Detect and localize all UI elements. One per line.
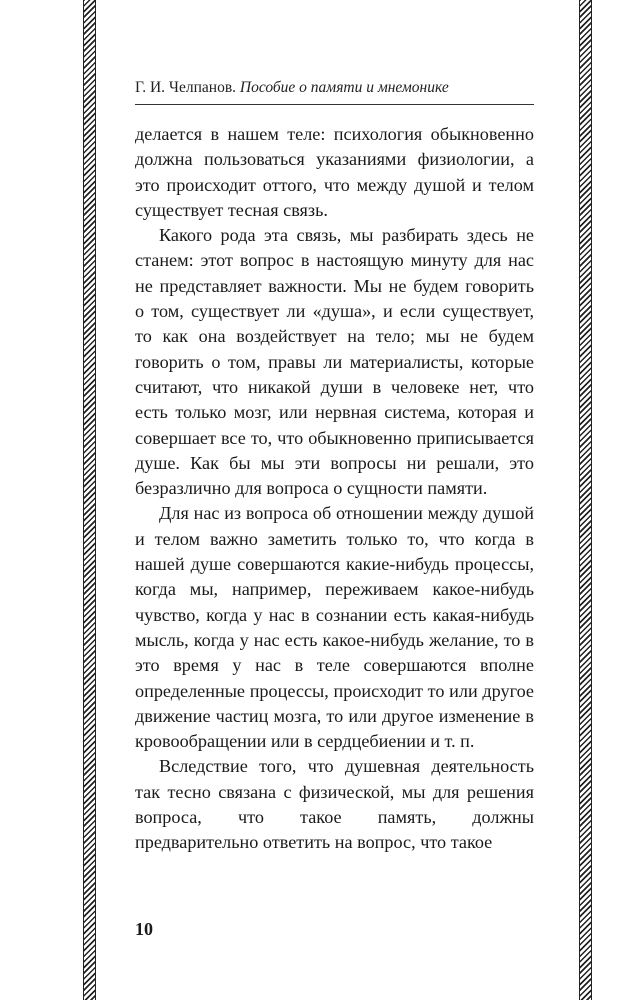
running-header (135, 78, 534, 98)
header-book-title: Пособие о памяти и мнемонике (239, 79, 449, 96)
header-author: Г. И. Челпанов. (135, 79, 237, 96)
body-text (135, 122, 534, 856)
paragraph-3: Для нас из вопроса об отношении между душой и телом важно заметить только то, что когда в нашей душе совершаются какие-нибудь процессы, когда мы, например, переживаем какое-нибудь чувство, когда у нас в сознании есть какая-нибудь мысль, когда у нас есть какое-нибудь желание, то в это время у нас в теле совершаются вполне определенные процессы, происходит то или другое движение частиц мозга, то или другое изменение в кровообращении или в сердцебиении и т. п. (135, 503, 534, 752)
paragraph-1: делается в нашем теле: психология обыкновенно должна пользоваться указаниями физиологии, а это происходит оттого, что между душой и телом существует тесная связь. (135, 124, 534, 220)
paragraph-4: Вследствие того, что душевная деятельность так тесно связана с физической, мы для решения вопроса, что такое память, должны предварительно ответить на вопрос, что такое (135, 756, 534, 853)
right-hatched-border (579, 0, 592, 1000)
left-hatched-border (83, 0, 96, 1000)
header-rule (135, 104, 534, 105)
page-number: 10 (135, 919, 153, 939)
paragraph-2: Какого рода эта связь, мы разбирать здесь не станем: этот вопрос в настоящую минуту для нас не представляет важности. Мы не будем говорить о том, существует ли «душа», и если существует, то как она воздействует на тело; мы не будем говорить о том, правы ли материалисты, которые считают, что никакой души в человеке нет, что есть только мозг, или нервная система, которая и совершает все то, что обыкновенно приписывается душе. Как бы мы эти вопросы ни решали, это безразлично для вопроса о сущности памяти. (135, 225, 534, 499)
